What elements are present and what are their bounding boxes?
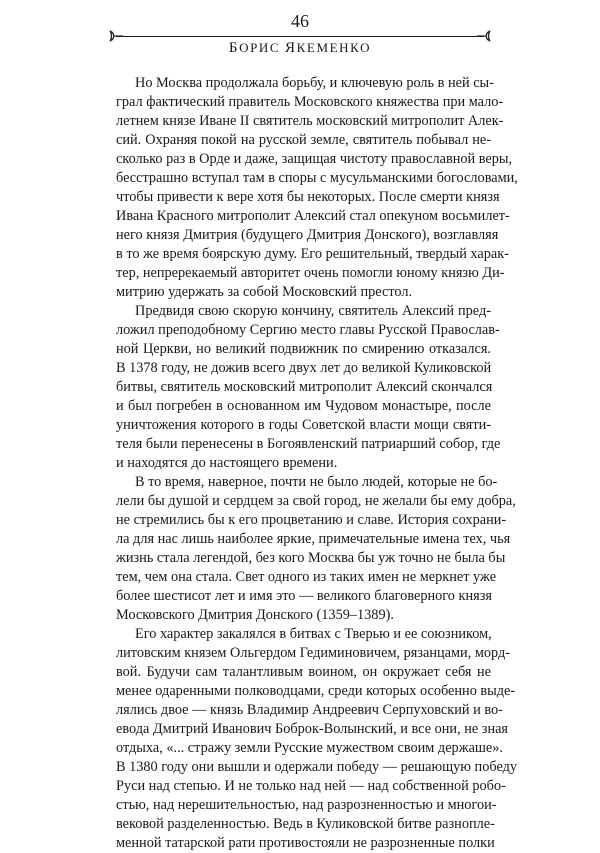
text-line: митрию удержать за собой Московский престол. (116, 284, 413, 300)
text-line: ложил преподобному Сергию место главы Русской Православ- (116, 322, 500, 338)
text-line: менной татарской рати противостояли не разрозненные полки (116, 835, 495, 851)
page-header (0, 0, 600, 60)
header-rule (116, 36, 484, 37)
text-line: не стремились бы к его процветанию и славе. История сохрани- (116, 512, 507, 528)
paragraph (116, 302, 501, 473)
text-line: Его характер закалялся в битвах с Тверью и ее союзником, (135, 626, 492, 642)
text-line: лялись двое — князь Владимир Андреевич Серпуховский и во- (116, 702, 503, 718)
paragraph (116, 625, 518, 853)
text-line: Предвидя свою скорую кончину, святитель Алексий пред- (135, 303, 491, 319)
body-text (116, 74, 518, 853)
text-line: В 1378 году, не дожив всего двух лет до великой Куликовской (116, 360, 492, 376)
text-line: Руси над степью. И не только над ней — над собственной робо- (116, 778, 506, 794)
text-line: грал фактический правитель Московского княжества при мало- (116, 94, 504, 110)
text-line: тер, непререкаемый авторитет очень помогли юному князю Ди- (116, 265, 505, 281)
page-number: 46 (291, 11, 309, 31)
text-line: литовским князем Ольгердом Гедиминовичем, рязанцами, морд- (116, 645, 511, 661)
text-line: вековой разделенностью. Ведь в Куликовской битве разнопле- (116, 816, 495, 832)
paragraph (116, 473, 516, 625)
paragraph (116, 74, 518, 302)
text-line: чтобы привести к вере хотя бы некоторых. После смерти князя (116, 189, 500, 205)
text-line: Но Москва продолжала борьбу, и ключевую роль в ней сы- (135, 75, 494, 91)
text-line: более шестисот лет и имя это — великого благоверного князя (116, 588, 492, 604)
text-line: Ивана Красного митрополит Алексий стал опекуном восьмилет- (116, 208, 510, 224)
text-line: тем, чем она стала. Свет одного из таких имен не меркнет уже (116, 569, 497, 585)
author-name: БОРИС ЯКЕМЕНКО (228, 40, 372, 56)
text-line: евода Дмитрий Иванович Боброк-Волынский, и все они, не зная (116, 721, 509, 737)
text-line: менее одаренными полководцами, среди которых особенно выде- (116, 683, 516, 699)
text-line: битвы, святитель московский митрополит Алексий скончался (116, 379, 493, 395)
text-line: сколько раз в Орде и даже, защищая чистоту православной веры, (116, 151, 513, 167)
text-line: теля были перенесены в Богоявленский патриарший собор, где (116, 436, 501, 452)
text-line: ной Церкви, но великий подвижник по смирению отказался. (116, 341, 491, 357)
running-head-author (0, 40, 600, 56)
text-line: жизнь стала легендой, без кого Москва бы уж точно не была бы (116, 550, 506, 566)
text-line: ла для нас лишь наиболее яркие, примечательные имена тех, чья (116, 531, 511, 547)
text-line: В то время, наверное, почти не было людей, которые не бо- (135, 474, 498, 490)
text-line: него князя Дмитрия (будущего Дмитрия Донского), возглавляя (116, 227, 499, 243)
text-line: Московского Дмитрия Донского (1359–1389). (116, 607, 394, 623)
text-line: вой. Будучи сам талантливым воином, он окружает себя не (116, 664, 491, 680)
text-line: и был погребен в основанном им Чудовом монастыре, после (116, 398, 491, 414)
text-line: отдыха, «... стражу земли Русские мужеством своим держаше». (116, 740, 503, 756)
text-line: уничтожения которого в годы Советской власти мощи святи- (116, 417, 491, 433)
text-line: и находятся до настоящего времени. (116, 455, 338, 471)
text-line: лели бы душой и сердцем за свой город, не желали бы ему добра, (116, 493, 516, 509)
text-line: стью, над нерешительностью, над разрозненностью и многои- (116, 797, 497, 813)
text-line: летнем князе Иване II святитель московский митрополит Алек- (116, 113, 504, 129)
text-line: В 1380 году они вышли и одержали победу — решающую победу (116, 759, 518, 775)
text-line: сий. Охраняя покой на русской земле, святитель побывал не- (116, 132, 491, 148)
text-line: бесстрашно вступал там в споры с мусульманскими богословами, (116, 170, 518, 186)
text-line: в то же время боярскую думу. Его решительный, твердый харак- (116, 246, 509, 262)
